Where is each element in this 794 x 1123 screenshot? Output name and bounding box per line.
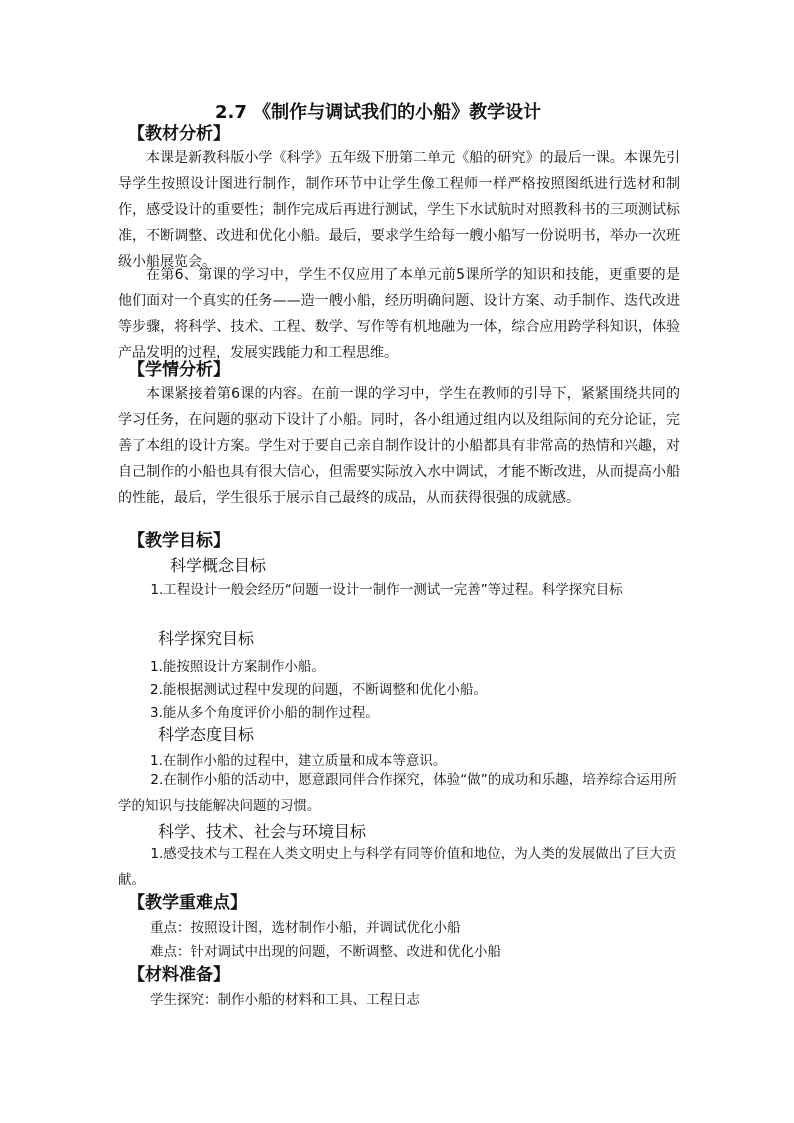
heading-teaching-goals: 【教学目标】: [128, 531, 230, 551]
inquiry-goal-item-1: 1.能按照设计方案制作小船。: [150, 659, 325, 675]
heading-materials: 【材料准备】: [128, 965, 230, 985]
heading-inquiry-goals: 科学探究目标: [158, 629, 255, 648]
inquiry-goal-item-3: 3.能从多个角度评价小船的制作过程。: [150, 705, 379, 721]
document-title: 2.7 《制作与调试我们的小船》教学设计: [215, 102, 542, 123]
heading-concept-goals: 科学概念目标: [170, 556, 267, 575]
heading-key-points: 【教学重难点】: [128, 893, 247, 913]
concept-goal-item: 1.工程设计一般会经历“问题一设计一制作一测试一完善”等过程。科学探究目标: [150, 582, 623, 598]
heading-learning-analysis: 【学情分析】: [128, 360, 230, 380]
attitude-goal-item-2: 2.在制作小船的活动中，愿意跟同伴合作探究，体验“做”的成功和乐趣，培养综合运用所学的知识与技能解决问题的习惯。: [118, 772, 677, 814]
sts-goal-item: 1.感受技术与工程在人类文明史上与科学有同等价值和地位，为人类的发展做出了巨大贡献。: [118, 846, 677, 888]
material-analysis-paragraph-1: 本课是新教科版小学《科学》五年级下册第二单元《船的研究》的最后一课。本课先引导学生按照设计图进行制作，制作环节中让学生像工程师一样严格按照图纸进行选材和制作，感受设计的重要性；制作完成后再进行测试，学生下水试航时对照教科书的三项测试标准，不断调整、改进和优化小船。最后，要求学生给每一艘小船写一份说明书，举办一次班级小船展览会。: [118, 150, 680, 270]
heading-sts-goals: 科学、技术、社会与环境目标: [158, 822, 367, 841]
heading-attitude-goals: 科学态度目标: [158, 725, 255, 744]
materials-student: 学生探究：制作小船的材料和工具、工程日志: [150, 992, 420, 1008]
heading-material-analysis: 【教材分析】: [128, 124, 230, 144]
key-point: 重点：按照设计图，选材制作小船，并调试优化小船: [150, 920, 461, 936]
inquiry-goal-item-2: 2.能根据测试过程中发现的问题，不断调整和优化小船。: [150, 682, 487, 698]
difficult-point: 难点：针对调试中出现的问题，不断调整、改进和优化小船: [150, 944, 501, 960]
material-analysis-paragraph-2: 在第6、第课的学习中，学生不仅应用了本单元前5课所学的知识和技能，更重要的是他们面对一个真实的任务——造一艘小船，经历明确问题、设计方案、动手制作、迭代改进等步骤，将科学、技术、工程、数学、写作等有机地融为一体，综合应用跨学科知识，体验产品发明的过程，发展实践能力和工程思维。: [118, 267, 680, 361]
learning-analysis-paragraph: 本课紧接着第6课的内容。在前一课的学习中，学生在教师的引导下，紧紧围绕共同的学习任务，在问题的驱动下设计了小船。同时，各小组通过组内以及组际间的充分论证，完善了本组的设计方案。学生对于要自己亲自制作设计的小船都具有非常高的热情和兴趣，对自己制作的小船也具有很大信心，但需要实际放入水中调试，才能不断改进，从而提高小船的性能，最后，学生很乐于展示自己最终的成品，从而获得很强的成就感。: [118, 386, 680, 506]
attitude-goal-item-1: 1.在制作小船的过程中，建立质量和成本等意识。: [150, 753, 447, 769]
